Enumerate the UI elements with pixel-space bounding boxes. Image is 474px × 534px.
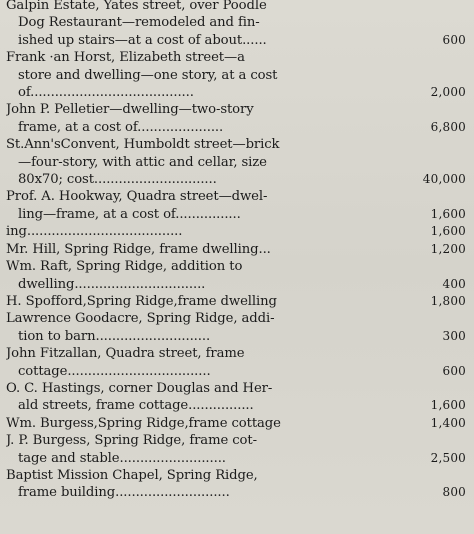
entry-cost: 300 xyxy=(442,328,466,343)
entry-text-line: frame, at a cost of..................... xyxy=(18,119,224,135)
entry-text-line: Wm. Burgess,Spring Ridge,frame cottage xyxy=(6,415,281,431)
entry-text-line: ished up stairs—at a cost of about...... xyxy=(18,32,267,48)
building-entry xyxy=(6,101,468,136)
building-entry xyxy=(6,432,468,467)
building-entry xyxy=(6,223,468,240)
entry-text-line: Galpin Estate, Yates street, over Poodle xyxy=(6,0,267,13)
building-entry xyxy=(6,136,468,188)
entry-text-line: ling—frame, at a cost of................ xyxy=(18,206,241,222)
entry-cost: 1,200 xyxy=(430,241,466,256)
entry-text-line: Lawrence Goodacre, Spring Ridge, addi- xyxy=(6,311,275,327)
entry-text-line: Prof. A. Hookway, Quadra street—dwel- xyxy=(6,189,268,205)
building-entry xyxy=(6,380,468,415)
entry-cost: 2,500 xyxy=(430,450,466,465)
entry-text-line: dwelling................................ xyxy=(18,276,206,292)
entry-text-line: J. P. Burgess, Spring Ridge, frame cot- xyxy=(6,433,257,449)
building-entry xyxy=(6,49,468,101)
entry-cost: 1,600 xyxy=(430,398,466,413)
building-entry xyxy=(6,0,468,49)
entry-cost: 400 xyxy=(442,276,466,291)
entry-text-line: H. Spofford,Spring Ridge,frame dwelling xyxy=(6,293,277,309)
entry-text-line: store and dwelling—one story, at a cost xyxy=(18,67,278,83)
entry-text-line: Frank ·an Horst, Elizabeth street—a xyxy=(6,50,245,66)
entry-text-line: ing...................................... xyxy=(6,224,183,240)
entry-cost: 40,000 xyxy=(422,172,466,187)
entry-cost: 1,400 xyxy=(430,415,466,430)
entry-text-line: frame building............................ xyxy=(18,485,230,501)
entry-text-line: Baptist Mission Chapel, Spring Ridge, xyxy=(6,467,258,483)
entry-text-line: cottage................................... xyxy=(18,363,211,379)
entry-cost: 1,800 xyxy=(430,293,466,308)
building-entry xyxy=(6,310,468,345)
entry-text-line: tion to barn............................ xyxy=(18,328,211,344)
entry-cost: 600 xyxy=(442,32,466,47)
entry-cost: 1,600 xyxy=(430,224,466,239)
entry-text-line: Mr. Hill, Spring Ridge, frame dwelling... xyxy=(6,241,271,257)
building-entry xyxy=(6,415,468,432)
entry-text-line: John P. Pelletier—dwelling—two-story xyxy=(6,102,254,118)
entry-cost: 2,000 xyxy=(430,85,466,100)
entry-text-line: John Fitzallan, Quadra street, frame xyxy=(6,346,245,362)
entry-text-line: O. C. Hastings, corner Douglas and Her- xyxy=(6,380,273,396)
entry-text-line: 80x70; cost.............................. xyxy=(18,172,217,188)
building-entry xyxy=(6,241,468,258)
entry-text-line: —four-story, with attic and cellar, size xyxy=(18,154,267,170)
entry-cost: 600 xyxy=(442,363,466,378)
entry-cost: 1,600 xyxy=(430,206,466,221)
building-entry xyxy=(6,258,468,293)
building-entry xyxy=(6,345,468,380)
entry-text-line: St.Ann'sConvent, Humboldt street—brick xyxy=(6,137,280,153)
entry-cost: 800 xyxy=(442,485,466,500)
entry-text-line: Wm. Raft, Spring Ridge, addition to xyxy=(6,259,243,275)
entry-text-line: ald streets, frame cottage................ xyxy=(18,398,254,414)
building-entry xyxy=(6,293,468,310)
entry-text-line: Dog Restaurant—remodeled and fin- xyxy=(18,15,260,31)
building-entry xyxy=(6,467,468,502)
entry-text-line: of........................................ xyxy=(18,85,194,101)
entry-text-line: tage and stable.......................... xyxy=(18,450,226,466)
building-entry xyxy=(6,188,468,223)
building-list xyxy=(6,0,468,502)
entry-cost: 6,800 xyxy=(430,119,466,134)
